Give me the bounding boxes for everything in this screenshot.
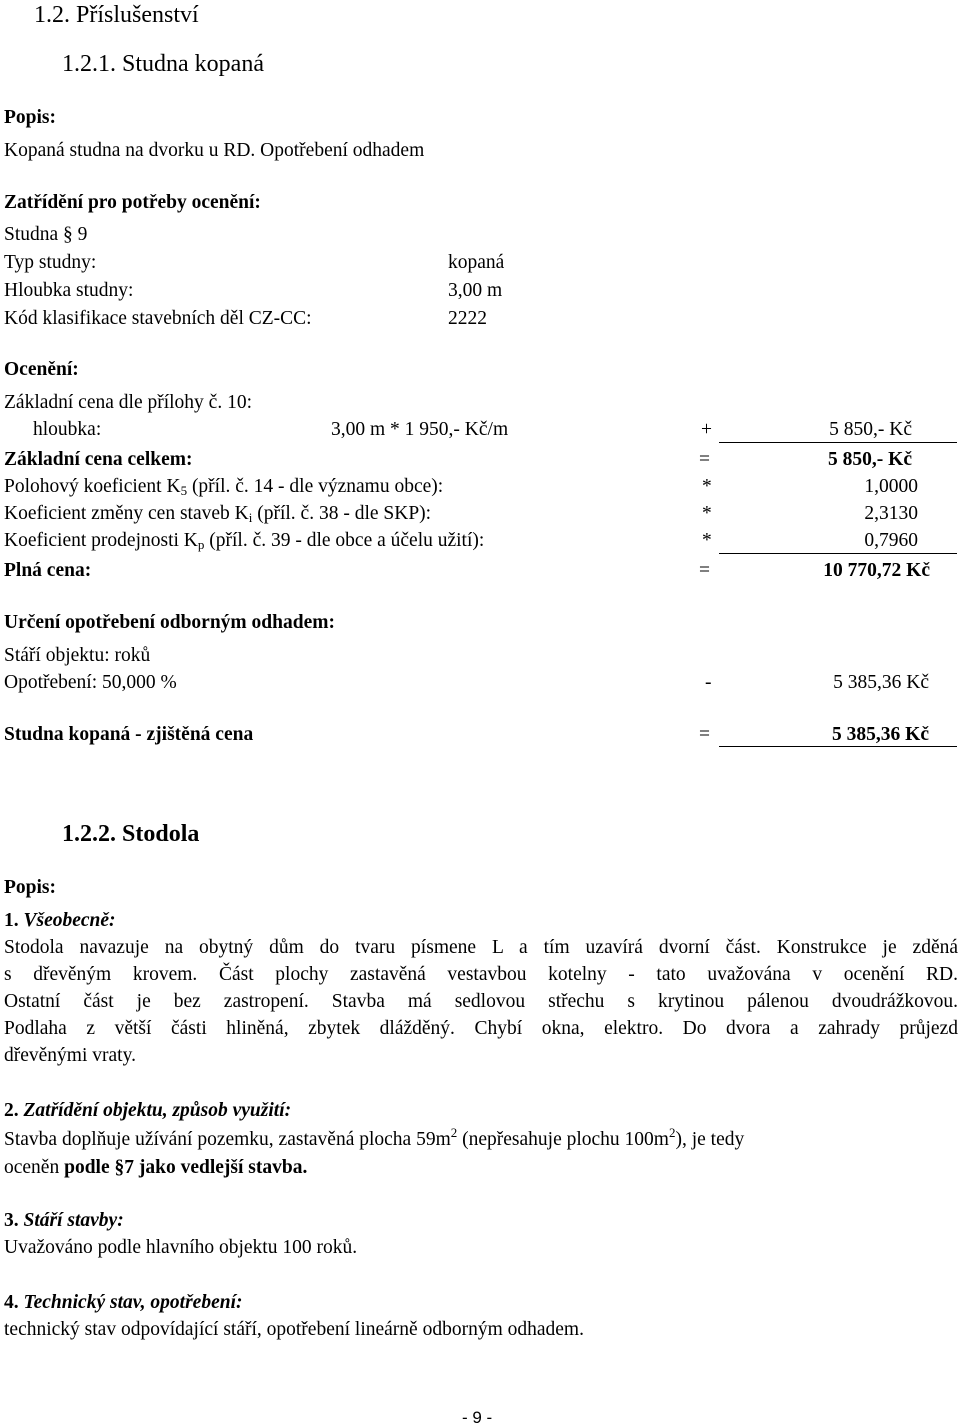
typ-value: kopaná bbox=[448, 252, 505, 273]
opotrebeni-label: Opotřebení: 50,000 % bbox=[4, 672, 177, 693]
opotrebeni-value: 5 385,36 Kč bbox=[833, 672, 929, 693]
zjistena-value: 5 385,36 Kč bbox=[832, 724, 929, 745]
p1-line: dřevěnými vraty. bbox=[4, 1045, 136, 1066]
p2-line-1 bbox=[4, 1125, 745, 1150]
p2-sup-2: 2 bbox=[668, 1125, 676, 1140]
popis-label: Popis: bbox=[4, 107, 57, 128]
k5-value: 1,0000 bbox=[864, 476, 918, 497]
kp-post: (příl. č. 39 - dle obce a účelu užití): bbox=[204, 530, 485, 551]
p4-text: technický stav odpovídající stáří, opotřebení lineárně odborným odhadem. bbox=[4, 1319, 584, 1340]
ki-row bbox=[4, 504, 431, 524]
p3-heading bbox=[4, 1211, 124, 1231]
p4-num: 4. bbox=[4, 1292, 19, 1313]
p2-title: Zatřídění objektu, způsob využití: bbox=[23, 1100, 292, 1121]
p2-text-b: (nepřesahuje plochu 100m bbox=[457, 1129, 669, 1150]
p3-title: Stáří stavby: bbox=[23, 1210, 124, 1231]
ki-post: (příl. č. 38 - dle SKP): bbox=[252, 503, 432, 524]
page-number: - 9 - bbox=[462, 1408, 493, 1427]
p2-text-a: Stavba doplňuje užívání pozemku, zastavěná plocha 59m bbox=[4, 1129, 451, 1150]
oceneni-label: Ocenění: bbox=[4, 359, 79, 380]
underline bbox=[719, 746, 957, 747]
p3-num: 3. bbox=[4, 1210, 19, 1231]
k5-op: * bbox=[702, 476, 712, 497]
zatrideni-label: Zatřídění pro potřeby ocenění: bbox=[4, 192, 261, 213]
kod-label: Kód klasifikace stavebních děl CZ-CC: bbox=[4, 308, 312, 329]
p2-vedlejsi: 7 jako vedlejší stavba. bbox=[124, 1157, 308, 1178]
zakladni-dle: Základní cena dle přílohy č. 10: bbox=[4, 392, 252, 413]
k5-pre: Polohový koeficient K bbox=[4, 476, 181, 497]
hloubka-row-op: + bbox=[701, 419, 712, 440]
typ-label: Typ studny: bbox=[4, 252, 97, 273]
ki-op: * bbox=[702, 503, 712, 524]
p2-oceneno: oceněn bbox=[4, 1157, 65, 1178]
ki-pre: Koeficient změny cen staveb K bbox=[4, 503, 249, 524]
plna-value: 10 770,72 Kč bbox=[823, 560, 930, 581]
hloubka-row-value: 5 850,- Kč bbox=[829, 419, 912, 440]
ki-value: 2,3130 bbox=[864, 503, 918, 524]
urceni-label: Určení opotřebení odborným odhadem: bbox=[4, 612, 335, 633]
plna-op: = bbox=[699, 560, 710, 581]
paragraph-sign: § bbox=[63, 224, 73, 245]
p2-podle: podle bbox=[64, 1157, 115, 1178]
studna-prefix: Studna bbox=[4, 224, 59, 245]
p1-line: s dřevěným krovem. Část plochy zastavěná vestavbou kotelny - tato uvažována v ocenění RD. bbox=[4, 964, 958, 985]
underline bbox=[719, 553, 957, 554]
zakladni-celkem-label: Základní cena celkem: bbox=[4, 449, 193, 470]
zakladni-celkem-value: 5 850,- Kč bbox=[828, 449, 912, 470]
kp-sub: p bbox=[197, 537, 205, 552]
studna-paragraph bbox=[4, 225, 87, 245]
kp-value: 0,7960 bbox=[864, 530, 918, 551]
p2-line-2 bbox=[4, 1158, 307, 1178]
p4-title: Technický stav, opotřebení: bbox=[23, 1292, 243, 1313]
section-heading: 1.2. Příslušenství bbox=[34, 2, 199, 28]
kp-op: * bbox=[702, 530, 712, 551]
p2-num: 2. bbox=[4, 1100, 19, 1121]
ki-sub: i bbox=[248, 510, 253, 525]
zakladni-celkem-op: = bbox=[699, 449, 710, 470]
k5-sub: 5 bbox=[180, 483, 188, 498]
hloubka-label: Hloubka studny: bbox=[4, 280, 134, 301]
popis-label: Popis: bbox=[4, 877, 57, 898]
k5-row bbox=[4, 477, 443, 497]
kod-value: 2222 bbox=[448, 308, 487, 329]
opotrebeni-op: - bbox=[705, 672, 712, 693]
subsection-heading: 1.2.1. Studna kopaná bbox=[62, 51, 264, 77]
p1-line: Podlaha z větší části hliněná, zbytek dlážděný. Chybí okna, elektro. Do dvora a zahrady průjezd bbox=[4, 1018, 958, 1039]
p1-num: 1. bbox=[4, 910, 19, 931]
kp-row bbox=[4, 531, 484, 551]
p2-text-c: ), je tedy bbox=[675, 1129, 745, 1150]
hloubka-row-calc: 3,00 m * 1 950,- Kč/m bbox=[331, 419, 509, 440]
p4-heading bbox=[4, 1293, 243, 1313]
studna-num: 9 bbox=[77, 224, 88, 245]
subsection-heading: 1.2.2. Stodola bbox=[62, 821, 200, 847]
p1-heading bbox=[4, 911, 116, 931]
p1-line: Stodola navazuje na obytný dům do tvaru písmene L a tím uzavírá dvorní část. Konstrukce je zděná bbox=[4, 937, 958, 958]
hloubka-value: 3,00 m bbox=[448, 280, 503, 301]
zjistena-label: Studna kopaná - zjištěná cena bbox=[4, 724, 254, 745]
plna-label: Plná cena: bbox=[4, 560, 92, 581]
zjistena-op: = bbox=[699, 724, 710, 745]
p3-text: Uvažováno podle hlavního objektu 100 roků. bbox=[4, 1237, 358, 1258]
hloubka-row-label: hloubka: bbox=[33, 419, 102, 440]
underline bbox=[719, 442, 957, 443]
stari-text: Stáří objektu: roků bbox=[4, 645, 151, 666]
p1-line: Ostatní část je bez zastropení. Stavba má sedlovou střechu s krytinou pálenou dvoudrážkovou. bbox=[4, 991, 958, 1012]
p2-sup-1: 2 bbox=[450, 1125, 458, 1140]
popis-text: Kopaná studna na dvorku u RD. Opotřebení odhadem bbox=[4, 140, 425, 161]
paragraph-sign: § bbox=[114, 1157, 125, 1178]
kp-pre: Koeficient prodejnosti K bbox=[4, 530, 198, 551]
p2-heading bbox=[4, 1101, 291, 1121]
k5-post: (příl. č. 14 - dle významu obce): bbox=[187, 476, 444, 497]
p1-title: Všeobecně: bbox=[23, 910, 116, 931]
